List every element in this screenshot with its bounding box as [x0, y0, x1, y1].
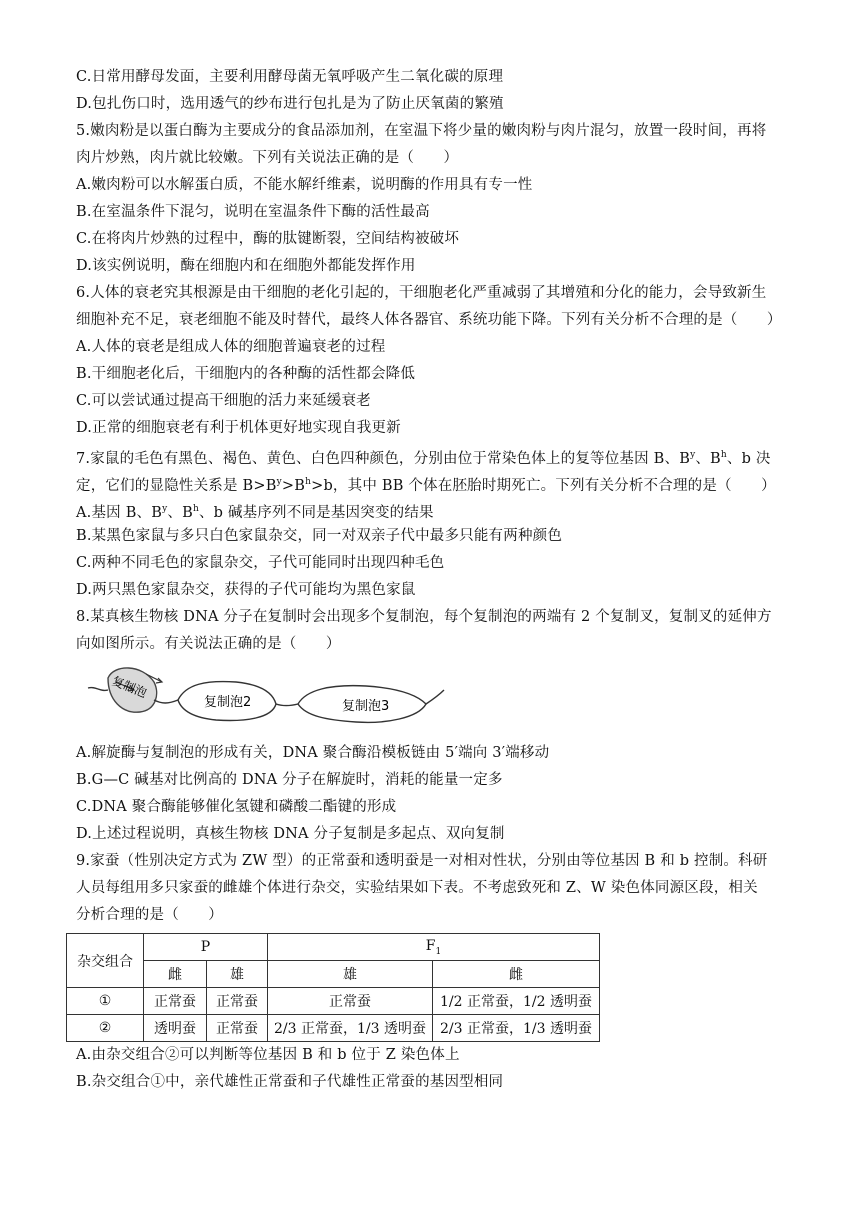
q9-stem-1: 9.家蚕（性别决定方式为 ZW 型）的正常蚕和透明蚕是一对相对性状，分别由等位基因 B 和 b 控制。科研	[76, 853, 768, 869]
q4-option-c: C.日常用酵母发面，主要利用酵母菌无氧呼吸产生二氧化碳的原理	[76, 69, 504, 85]
q7-option-c: C.两种不同毛色的家鼠杂交，子代可能同时出现四种毛色	[76, 555, 445, 571]
q8-option-d: D.上述过程说明，真核生物核 DNA 分子复制是多起点、双向复制	[76, 826, 505, 842]
replication-bubble-figure	[76, 660, 816, 734]
header-parents: P	[144, 934, 268, 961]
q7-stem-1: 7.家鼠的毛色有黑色、褐色、黄色、白色四种颜色，分别由位于常染色体上的复等位基因 B、$B^y$、$B^h$、b 决	[76, 450, 771, 467]
q5-option-a: A.嫩肉粉可以水解蛋白质，不能水解纤维素，说明酶的作用具有专一性	[76, 177, 533, 193]
q5-option-b: B.在室温条件下混匀，说明在室温条件下酶的活性最高	[76, 204, 430, 220]
q4-option-d: D.包扎伤口时，选用透气的纱布进行包扎是为了防止厌氧菌的繁殖	[76, 96, 504, 112]
header-p-female: 雌	[144, 961, 207, 988]
q7-stem-2: 定，它们的显隐性关系是 $B>B^y>B^h>b$，其中 BB 个体在胚胎时期死亡。下列有关分析不合理的是（ ）	[76, 477, 776, 494]
bubble-3-label: 复制泡3	[342, 699, 390, 714]
q8-stem-2: 向如图所示。有关说法正确的是（ ）	[76, 636, 341, 652]
q6-option-c: C.可以尝试通过提高干细胞的活力来延缓衰老	[76, 393, 371, 409]
header-f1-female: 雌	[433, 961, 600, 988]
q8-option-b: B.G—C 碱基对比例高的 DNA 分子在解旋时，消耗的能量一定多	[76, 772, 503, 788]
q9-option-b: B.杂交组合①中，亲代雄性正常蚕和子代雄性正常蚕的基因型相同	[76, 1074, 504, 1090]
q5-option-d: D.该实例说明，酶在细胞内和在细胞外都能发挥作用	[76, 258, 416, 274]
q8-option-c: C.DNA 聚合酶能够催化氢键和磷酸二酯键的形成	[76, 799, 397, 815]
q6-option-b: B.干细胞老化后，干细胞内的各种酶的活性都会降低	[76, 366, 416, 382]
q7-option-b: B.某黑色家鼠与多只白色家鼠杂交，同一对双亲子代中最多只能有两种颜色	[76, 528, 563, 544]
cross-results-table	[66, 933, 600, 1042]
header-f1: $F_1$	[268, 934, 600, 961]
q9-stem-2: 人员每组用多只家蚕的雌雄个体进行杂交，实验结果如下表。不考虑致死和 Z、W 染色体同源区段，相关	[76, 880, 758, 896]
q6-stem-1: 6.人体的衰老究其根源是由干细胞的老化引起的，干细胞老化严重减弱了其增殖和分化的能力，会导致新生	[76, 285, 767, 301]
table-row: ② 透明蚕 正常蚕 2/3 正常蚕，1/3 透明蚕 2/3 正常蚕，1/3 透明蚕	[67, 1015, 600, 1042]
q9-option-a: A.由杂交组合②可以判断等位基因 B 和 b 位于 Z 染色体上	[76, 1047, 460, 1063]
document-page	[76, 64, 816, 1096]
q5-stem-1: 5.嫩肉粉是以蛋白酶为主要成分的食品添加剂，在室温下将少量的嫩肉粉与肉片混匀，放置一段时间，再将	[76, 123, 767, 139]
q9-stem-3: 分析合理的是（ ）	[76, 907, 223, 923]
replication-bubble-diagram	[86, 660, 446, 734]
q6-stem-2: 细胞补充不足，衰老细胞不能及时替代，最终人体各器官、系统功能下降。下列有关分析不合理的是（ ）	[76, 312, 782, 328]
q5-stem-2: 肉片炒熟，肉片就比较嫩。下列有关说法正确的是（ ）	[76, 150, 459, 166]
q8-stem-1: 8.某真核生物核 DNA 分子在复制时会出现多个复制泡，每个复制泡的两端有 2 个复制叉，复制叉的延伸方	[76, 609, 772, 625]
bubble-1-label: 复制泡	[110, 673, 149, 701]
q6-option-d: D.正常的细胞衰老有利于机体更好地实现自我更新	[76, 420, 401, 436]
q5-option-c: C.在将肉片炒熟的过程中，酶的肽键断裂，空间结构被破坏	[76, 231, 460, 247]
header-p-male: 雄	[207, 961, 268, 988]
q6-option-a: A.人体的衰老是组成人体的细胞普遍衰老的过程	[76, 339, 386, 355]
header-f1-male: 雄	[268, 961, 433, 988]
table-row: ① 正常蚕 正常蚕 正常蚕 1/2 正常蚕，1/2 透明蚕	[67, 988, 600, 1015]
q8-option-a: A.解旋酶与复制泡的形成有关，DNA 聚合酶沿模板链由 5′端向 3′端移动	[76, 745, 550, 761]
bubble-2-label: 复制泡2	[204, 695, 252, 710]
header-cross-group: 杂交组合	[67, 934, 144, 988]
q7-option-d: D.两只黑色家鼠杂交，获得的子代可能均为黑色家鼠	[76, 582, 416, 598]
q7-option-a: A.基因 B、$B^y$、$B^h$、b 碱基序列不同是基因突变的结果	[76, 504, 434, 521]
